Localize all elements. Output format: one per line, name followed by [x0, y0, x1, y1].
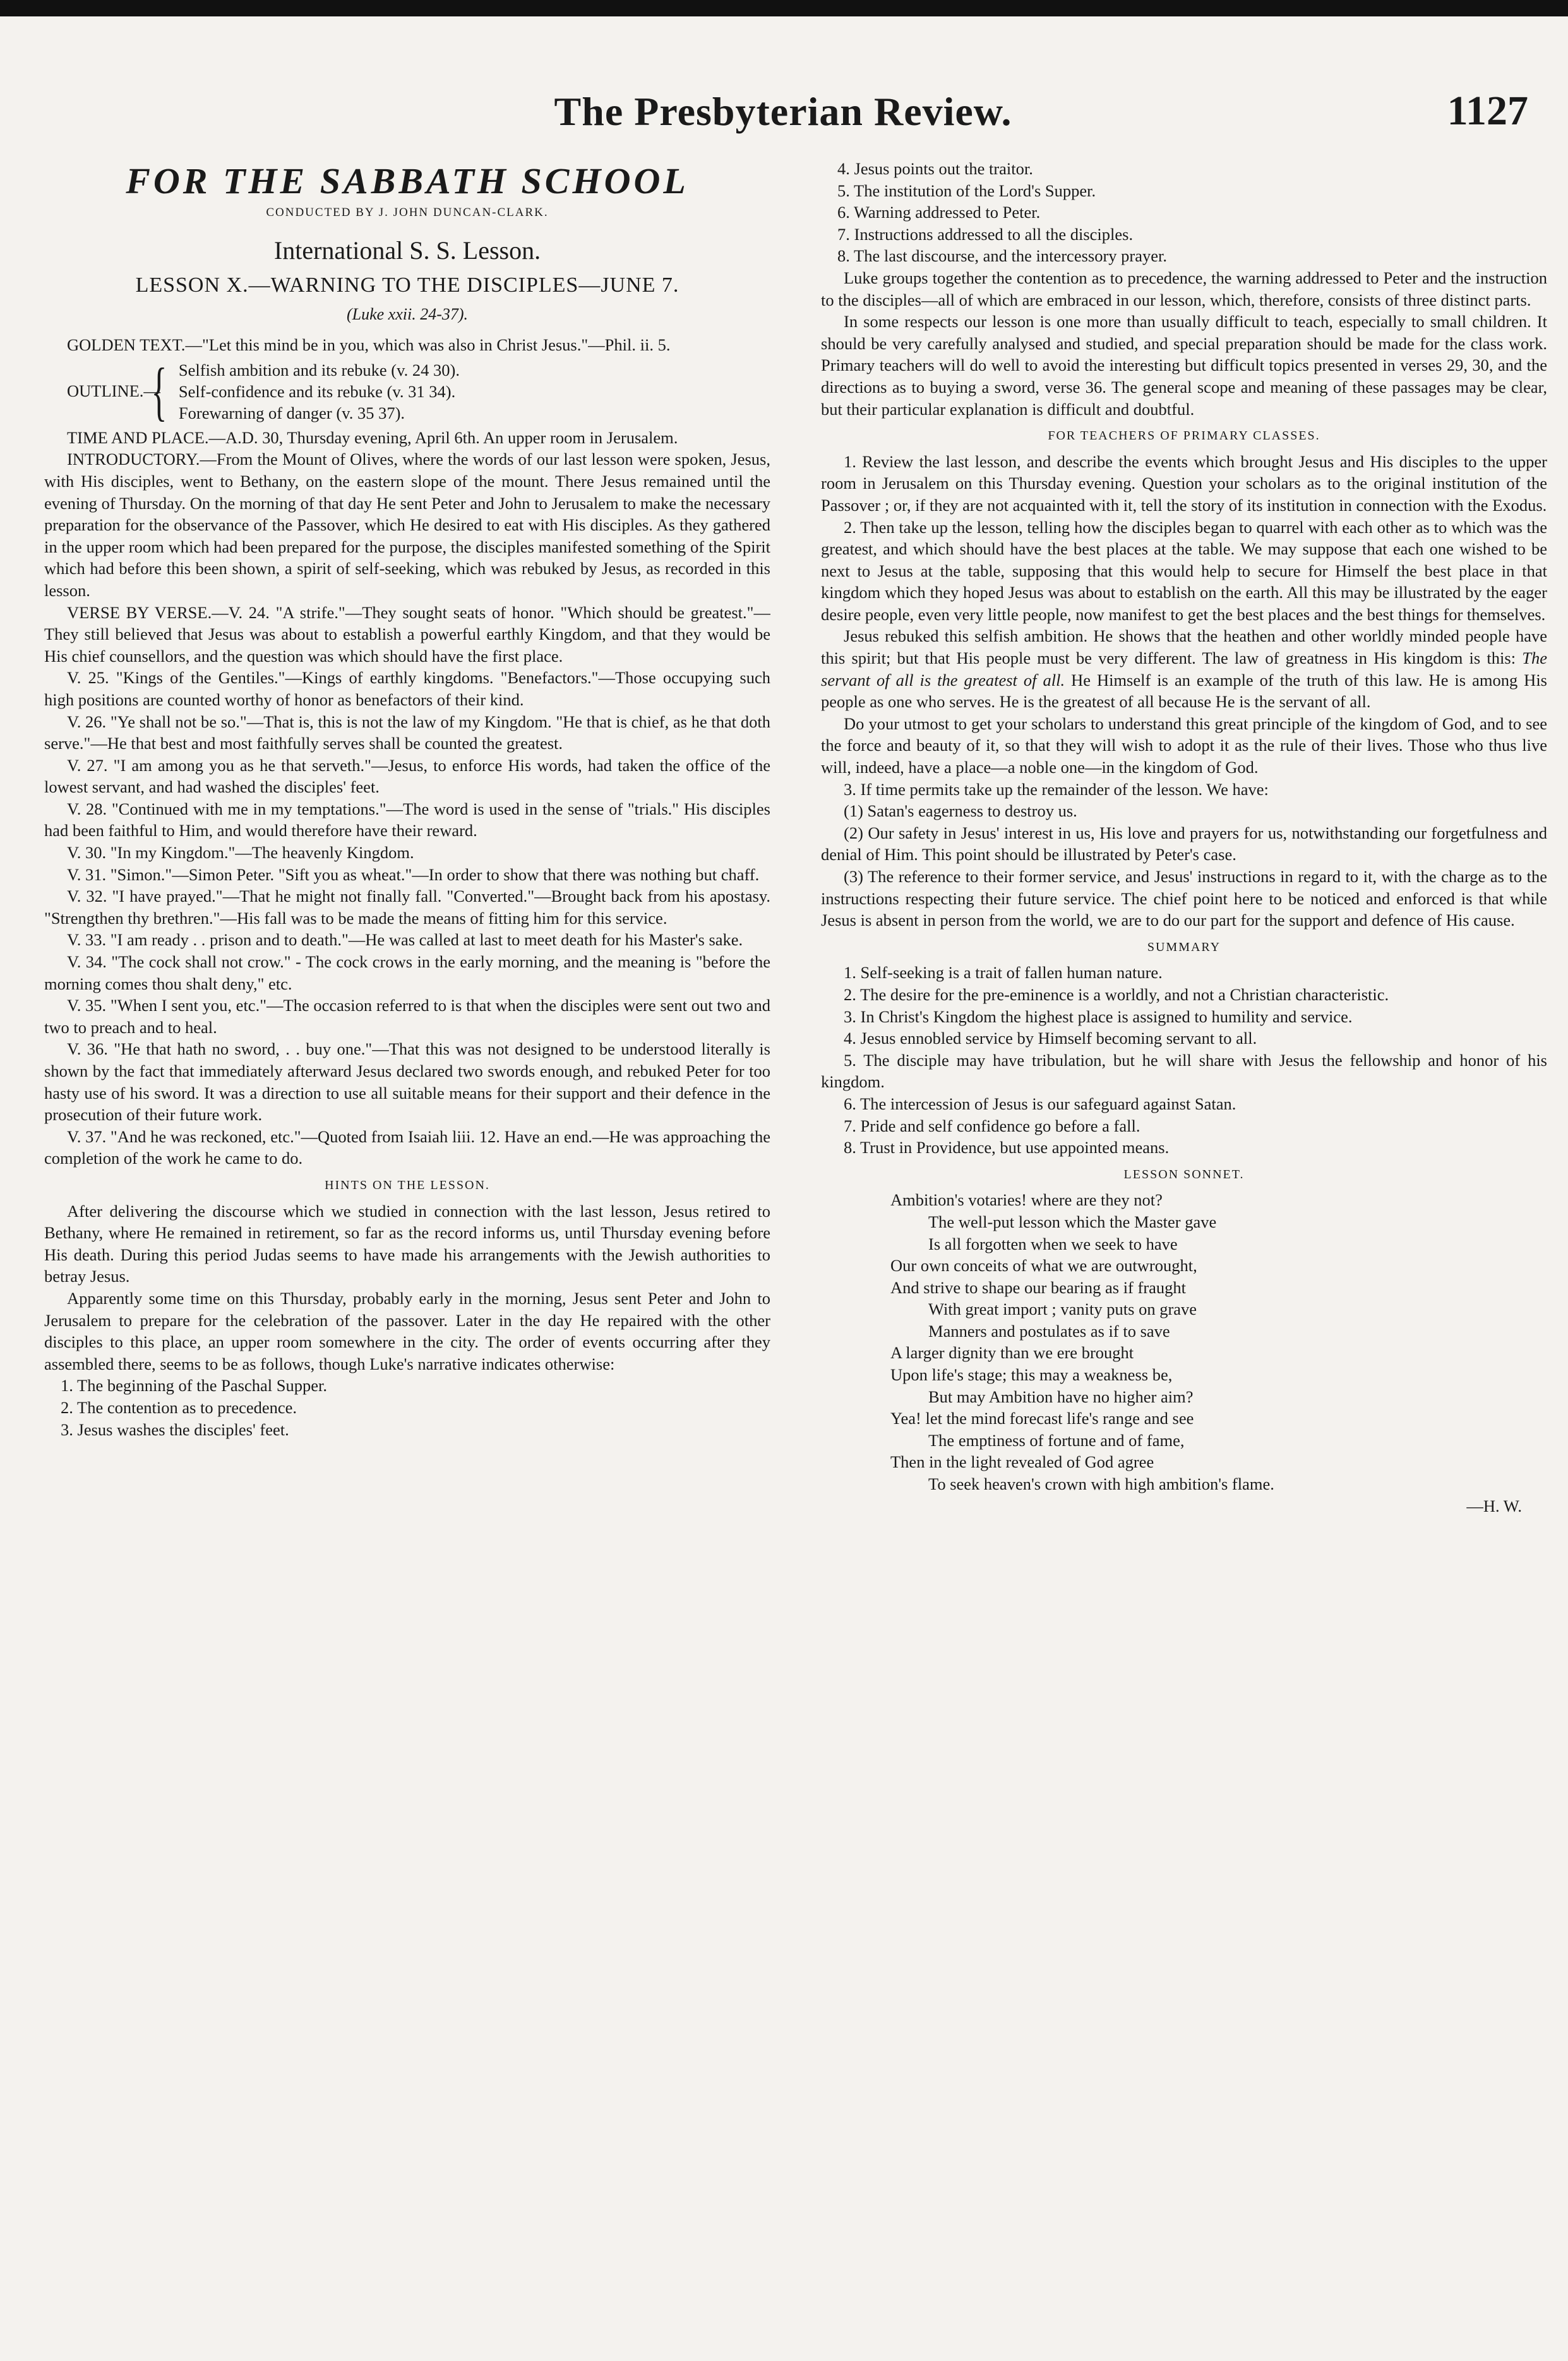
conducted-by: CONDUCTED BY J. JOHN DUNCAN-CLARK.	[266, 206, 549, 219]
summary-item: 7. Pride and self confidence go before a fall.	[844, 1116, 1140, 1135]
summary-item: 3. In Christ's Kingdom the highest place is assigned to humility and service.	[844, 1007, 1353, 1026]
sonnet-line: Manners and postulates as if to save	[928, 1321, 1170, 1341]
hints-paragraph: Luke groups together the contention as to precedence, the warning addressed to Peter and the instruction to the disciples—all of which are embraced in our lesson, which, therefore, consists of three distinct parts.	[821, 268, 1547, 309]
verse-note: V. 36. "He that hath no sword, . . buy one."—That this was not designed to be understood literally is shown by the fact that immediately afterward Jesus declared two swords enough, and rebuked Peter for too hasty use of his sword. It was a direction to use all suitable means for their support and their defence in the prosecution of their future work.	[44, 1039, 770, 1125]
rebuke-text: Jesus rebuked this selfish ambition. He shows that the heathen and other worldly minded people have this spirit; but that His people must be very different. The law of greatness in His kingdom is this:	[821, 626, 1547, 668]
right-column	[821, 158, 1547, 2343]
verse-note: V. 25. "Kings of the Gentiles."—Kings of earthly kingdoms. "Benefactors."—Those occupying such high positions are counted worthy of honor as benefactors of their kind.	[44, 668, 770, 709]
summary-item: 4. Jesus ennobled service by Himself becoming servant to all.	[844, 1029, 1257, 1048]
sonnet-line: A larger dignity than we ere brought	[890, 1343, 1134, 1363]
verse-note: V. 30. "In my Kingdom."—The heavenly Kingdom.	[67, 843, 414, 863]
verse-note: V. 31. "Simon."—Simon Peter. "Sift you as wheat."—In order to show that there was nothing but chaff.	[67, 864, 760, 884]
hints-paragraph: After delivering the discourse which we studied in connection with the last lesson, Jesus retired to Bethany, where He remained in retirement, so far as the record informs us, until Thursday evening before His death. During this period Judas seems to have made his arrangements with the Jewish authorities to betray Jesus.	[44, 1201, 770, 1286]
running-head	[38, 76, 1528, 145]
event-item: 4. Jesus points out the traitor.	[837, 159, 1033, 178]
outline-items	[179, 359, 460, 424]
summary-item: 1. Self-seeking is a trait of fallen human nature.	[844, 963, 1163, 983]
introductory-label: INTRODUCTORY.	[67, 450, 200, 469]
primary-paragraph: Do your utmost to get your scholars to understand this great principle of the kingdom of God, and to see the force and beauty of it, so that they will wish to adopt it as the rule of their lives. Those who thus live will, indeed, have a place—a noble one—in the kingdom of God.	[821, 714, 1547, 777]
events-list	[44, 1375, 770, 1440]
verse-note: V. 26. "Ye shall not be so."—That is, this is not the law of my Kingdom. "He that is chief, as he that doth serve."—He that best and most faithfully serves shall be counted the greatest.	[44, 712, 770, 753]
outline-item: Self-confidence and its rebuke (v. 31 34).	[178, 381, 456, 401]
outline-label: OUTLINE.—	[67, 381, 160, 401]
rebuke-text-end: He Himself is an example of the truth of this law. He is among His people as one who serves. He is the greatest of all because He is the servant of all.	[821, 670, 1547, 712]
event-item: 2. The contention as to precedence.	[61, 1397, 297, 1417]
sonnet-line: Upon life's stage; this may a weakness be,	[890, 1365, 1173, 1385]
golden-text-body: —"Let this mind be in you, which was also in Christ Jesus."—Phil. ii. 5.	[185, 335, 671, 355]
outline-brace: {	[151, 354, 167, 427]
rebuke-emphasis: The servant of all is the greatest of all.	[821, 649, 1547, 690]
sonnet-line: Yea! let the mind forecast life's range and see	[890, 1409, 1194, 1428]
primary-paragraph: 1. Review the last lesson, and describe the events which brought Jesus and His disciples to the upper room in Jerusalem on this Thursday evening. Question your scholars as to the original institution of the Passover ; or, if they are not acquainted with it, tell the story of its institution in connection with the Exodus.	[821, 451, 1547, 515]
lesson-sonnet	[821, 1189, 1547, 1495]
verse-by-verse-label: VERSE BY VERSE.	[67, 602, 212, 622]
journal-title: The Presbyterian Review.	[554, 89, 1012, 134]
primary-point: (3) The reference to their former service, and Jesus' instructions in regard to it, with the charge as to the instructions respecting their future service. The chief point here to be noticed and enforced is that while Jesus is absent in person from the world, we are to do our part for the support and defence of His cause.	[821, 867, 1547, 930]
event-item: 8. The last discourse, and the intercessory prayer.	[837, 246, 1167, 266]
golden-text	[44, 334, 770, 356]
primary-classes-heading: FOR TEACHERS OF PRIMARY CLASSES.	[1048, 429, 1320, 443]
verse-note: V. 37. "And he was reckoned, etc."—Quoted from Isaiah liii. 12. Have an end.—He was approaching the completion of the work he came to do.	[44, 1127, 770, 1168]
primary-point: (2) Our safety in Jesus' interest in us, His love and prayers for us, notwithstanding our forgetfulness and denial of Him. This point should be illustrated by Peter's case.	[821, 823, 1547, 864]
time-place-label: TIME AND PLACE.	[67, 427, 209, 447]
summary-item: 8. Trust in Providence, but use appointed means.	[844, 1138, 1170, 1157]
verse-note: V. 35. "When I sent you, etc."—The occasion referred to is that when the disciples were sent out two and two to preach and to heal.	[44, 996, 770, 1037]
summary-item: 6. The intercession of Jesus is our safeguard against Satan.	[844, 1094, 1236, 1113]
lesson-title: LESSON X.—WARNING TO THE DISCIPLES—JUNE 7.	[135, 273, 679, 297]
hints-heading: HINTS ON THE LESSON.	[325, 1178, 490, 1192]
events-list-continued	[821, 158, 1547, 267]
sonnet-line: The well-put lesson which the Master gave	[928, 1212, 1217, 1231]
section-heading: FOR THE SABBATH SCHOOL	[126, 160, 689, 201]
hints-paragraph: In some respects our lesson is one more than usually difficult to teach, especially to small children. It should be very carefully analysed and studied, and special preparation should be made for the class work. Primary teachers will do well to avoid the interesting but difficult topics presented in verses 29, 30, and the directions as to buying a sword, verse 36. The general scope and meaning of these passages may be clear, but their particular explanation is difficult and doubtful.	[821, 312, 1547, 419]
primary-paragraph-rebuke	[821, 625, 1547, 712]
outline-item: Selfish ambition and its rebuke (v. 24 30).	[178, 360, 460, 380]
time-and-place	[44, 427, 770, 449]
sonnet-line: Then in the light revealed of God agree	[890, 1452, 1154, 1472]
time-place-body: —A.D. 30, Thursday evening, April 6th. An upper room in Jerusalem.	[208, 427, 678, 447]
scripture-reference: (Luke xxii. 24-37).	[346, 304, 469, 323]
verse-note: —V. 24. "A strife."—They sought seats of honor. "Which should be greatest."—They still believed that Jesus was about to establish a powerful earthly Kingdom, and that they would be His chief counsellors, and the question was which should have the first place.	[44, 602, 770, 666]
sonnet-signature: —H. W.	[1466, 1496, 1522, 1515]
event-item: 6. Warning addressed to Peter.	[837, 203, 1041, 222]
hints-paragraph: Apparently some time on this Thursday, probably early in the morning, Jesus sent Peter and John to Jerusalem to prepare for the celebration of the passover. Later in the day He repaired with the other disciples to this place, an upper room somewhere in the city. The order of events occurring after they assembled there, seems to be as follows, though Luke's narrative indicates otherwise:	[44, 1288, 770, 1373]
outline-item: Forewarning of danger (v. 35 37).	[178, 403, 405, 422]
primary-point: (1) Satan's eagerness to destroy us.	[844, 801, 1077, 821]
sonnet-line: With great import ; vanity puts on grave	[928, 1300, 1197, 1319]
page-number: 1127	[1447, 88, 1528, 134]
primary-paragraph: 3. If time permits take up the remainder of the lesson. We have:	[844, 779, 1269, 799]
verse-note: V. 33. "I am ready . . prison and to death."—He was called at last to meet death for his Master's sake.	[67, 930, 743, 950]
summary-heading: SUMMARY	[1147, 940, 1221, 954]
verse-note: V. 32. "I have prayed."—That he might not finally fall. "Converted."—Brought back from his apostasy. "Strengthen thy brethren."—His fall was to be made the means of fitting him for this service.	[44, 887, 770, 928]
left-column	[44, 158, 770, 2343]
primary-paragraph: 2. Then take up the lesson, telling how the disciples began to quarrel with each other as to which was the greatest, and which should have the best places at the table. We may suppose that each one wished to be next to Jesus at the table, supposing that this would help to secure for Himself the best place in that kingdom which they hoped Jesus was about to establish on the earth. All this may be illustrated by the eager desire people, even very little people, now manifest to get the best places and the best things for themselves.	[821, 517, 1547, 624]
introductory	[44, 448, 770, 601]
sonnet-line: Our own conceits of what we are outwrought,	[890, 1256, 1197, 1276]
sonnet-line: But may Ambition have no higher aim?	[928, 1387, 1194, 1406]
lesson-outline	[44, 354, 770, 427]
sonnet-line: And strive to shape our bearing as if fraught	[890, 1277, 1187, 1297]
scan-top-edge	[0, 0, 1568, 16]
summary-item: 5. The disciple may have tribulation, but he will share with Jesus the fellowship and honor of his kingdom.	[821, 1050, 1547, 1092]
sonnet-line: Ambition's votaries! where are they not?	[890, 1190, 1163, 1210]
verse-note: V. 27. "I am among you as he that serveth."—Jesus, to enforce His words, had taken the office of the lowest servant, and had washed the disciples' feet.	[44, 755, 770, 797]
sonnet-line: To seek heaven's crown with high ambition's flame.	[928, 1474, 1274, 1494]
sonnet-line: The emptiness of fortune and of fame,	[928, 1430, 1185, 1450]
event-item: 1. The beginning of the Paschal Supper.	[61, 1376, 327, 1396]
golden-text-label: GOLDEN TEXT.	[67, 335, 186, 355]
introductory-body: —From the Mount of Olives, where the words of our last lesson were spoken, Jesus, with His disciples, went to Bethany, on the eastern slope of the mount. There Jesus remained until the evening of Thursday. On the morning of that day He sent Peter and John to Jerusalem to make the necessary preparation for the observance of the Passover, which He desired to eat with His disciples. As they gathered in the upper room which had been prepared for the purpose, the disciples manifested something of the Spirit which had before this been shown, a spirit of self-seeking, which was rebuked by Jesus, as recorded in this lesson.	[44, 450, 770, 600]
lesson-series-title: International S. S. Lesson.	[273, 236, 541, 265]
summary-list	[821, 962, 1547, 1158]
event-item: 5. The institution of the Lord's Supper.	[837, 181, 1096, 200]
sonnet-heading: LESSON SONNET.	[1123, 1167, 1245, 1181]
verse-note: V. 28. "Continued with me in my temptations."—The word is used in the sense of "trials." His disciples had been faithful to Him, and would therefore have their reward.	[44, 799, 770, 840]
verse-note: V. 34. "The cock shall not crow." - The cock crows in the early morning, and the meaning is "before the morning comes thou shalt deny," etc.	[44, 952, 770, 993]
verse-commentary	[44, 602, 770, 667]
event-item: 3. Jesus washes the disciples' feet.	[61, 1420, 289, 1439]
event-item: 7. Instructions addressed to all the disciples.	[837, 224, 1134, 244]
summary-item: 2. The desire for the pre-eminence is a worldly, and not a Christian characteristic.	[844, 984, 1389, 1004]
sonnet-line: Is all forgotten when we seek to have	[928, 1234, 1178, 1253]
